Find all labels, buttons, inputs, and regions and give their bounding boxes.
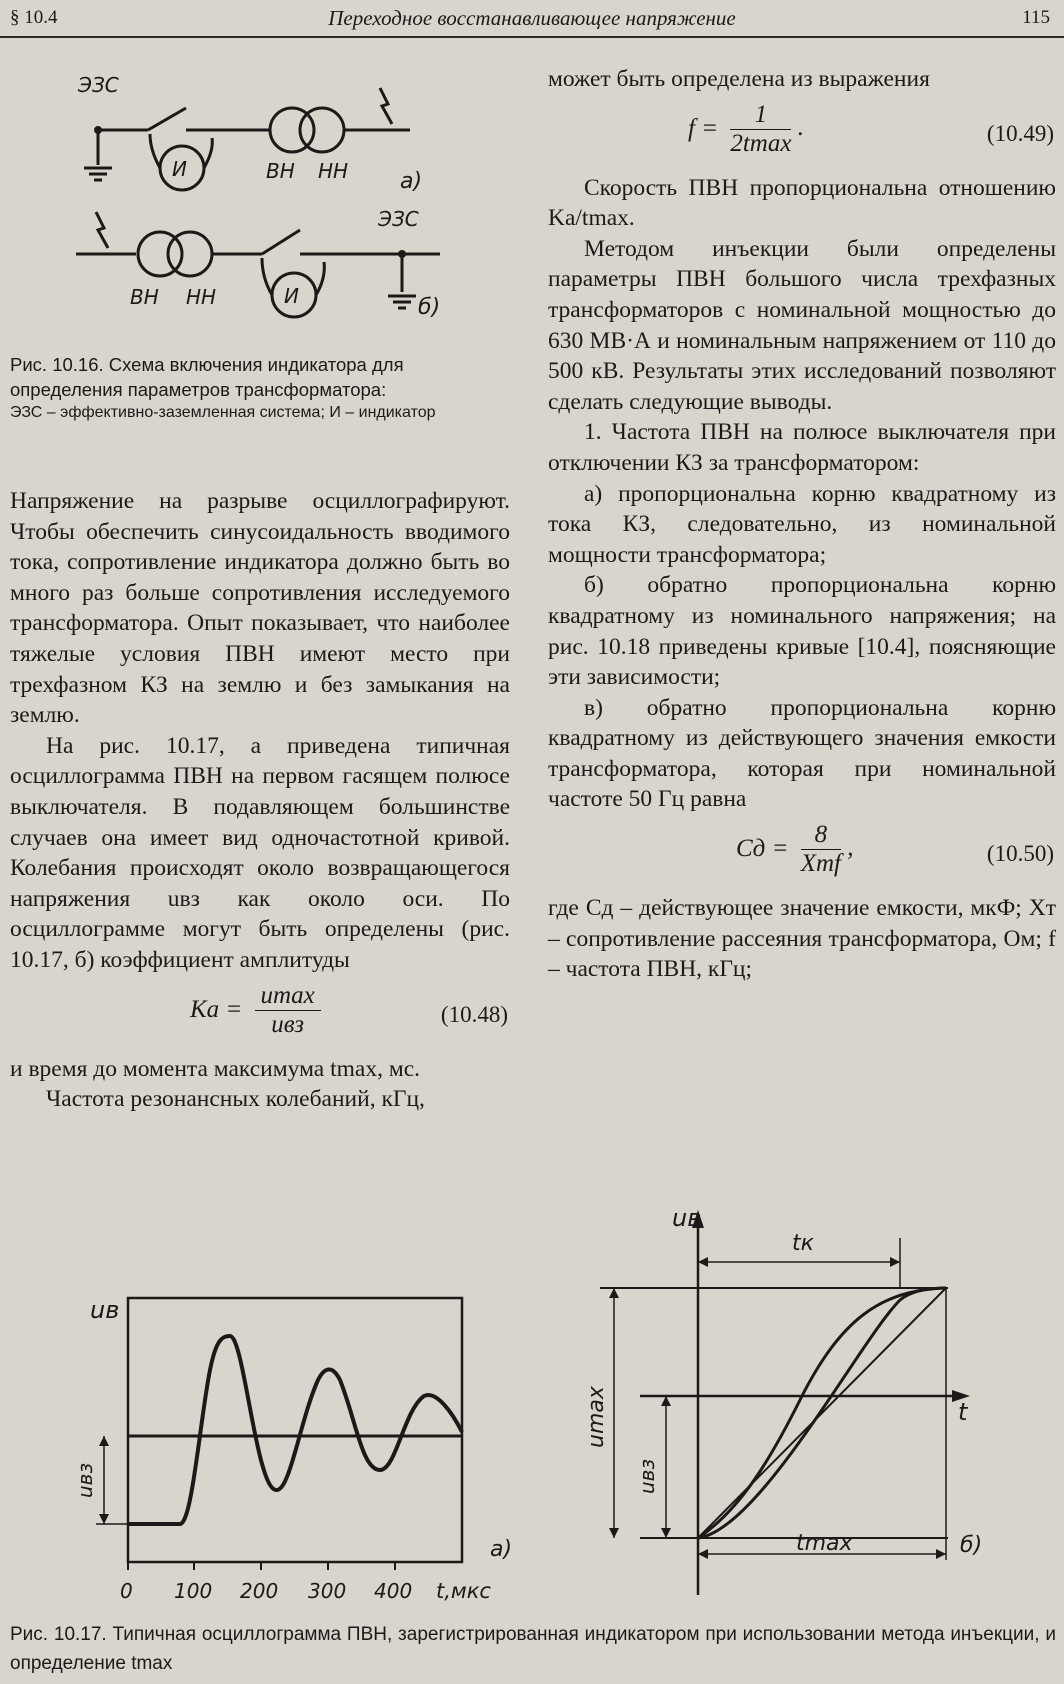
equation-10-50: [548, 821, 1056, 887]
eq50-lhs: Cд =: [736, 835, 789, 863]
figure-10-17b: [560, 1195, 1060, 1615]
caption-legend: ЭЗС – эффективно-заземленная система; И – индикатор: [10, 404, 436, 421]
ezs-label-a: ЭЗС: [78, 73, 119, 97]
fig17a-y-label: uв: [90, 1296, 120, 1324]
right-paragraph-2: Методом инъекции были определены параметры ПВН большого числа трехфазных трансформаторов с номинальной мощностью до 630 МВ·А и номинальным напряжением от 110 до 500 кВ. Результаты этих исследований позволяют сделать следующие выводы.: [548, 235, 1056, 415]
right-paragraph-3: 1. Частота ПВН на полюсе выключателя при отключении КЗ за трансформатором:: [548, 419, 1056, 476]
fig17b-y-label: uв: [672, 1204, 702, 1232]
equation-10-48: [10, 982, 510, 1048]
eq50-denominator: Xтf: [800, 850, 841, 878]
indicator-label-b: И: [284, 284, 299, 308]
fig17a-sub-label: а): [490, 1537, 513, 1562]
eq48-denominator: uвз: [271, 1010, 305, 1038]
eq48-numerator: umax: [255, 982, 321, 1011]
right-paragraph-5: б) обратно пропорциональна корню квадратному из номинального напряжения; на рис. 10.18 приведены кривые [10.4], поясняющие эти зависимости;: [548, 572, 1056, 691]
running-title: Переходное восстанавливающее напряжение: [328, 6, 736, 30]
nn-label-b: НН: [186, 285, 217, 309]
eq48-lhs: Kа =: [190, 995, 243, 1023]
eq49-lhs: f =: [688, 114, 719, 142]
figure-10-16: [0, 40, 520, 350]
nn-label-a: НН: [318, 159, 349, 183]
left-paragraph-3: и время до момента максимума tmax, мс.: [10, 1055, 420, 1082]
fig17b-tmax-label: tmax: [796, 1531, 853, 1556]
fig17b-tk-label: tк: [792, 1231, 814, 1256]
vn-label-a: ВН: [266, 159, 295, 183]
running-header: [0, 0, 1064, 38]
left-column: [10, 486, 510, 1115]
right-column: [548, 64, 1056, 985]
left-paragraph-2: На рис. 10.17, а приведена типичная осциллограмма ПВН на первом гасящем полюсе выключателя. В подавляющем большинстве случаев она имеет вид одночастотной кривой. Колебания происходят около возвращающегося напряжения uвз как около оси. По осциллограмме могут быть определены (рис. 10.17, б) коэффициент амплитуды: [10, 732, 510, 973]
right-paragraph-7: где Cд – действующее значение емкости, мкФ; Xт – сопротивление рассеяния трансформатора, Ом; f – частота ПВН, кГц;: [548, 895, 1056, 983]
equation-10-49: [548, 101, 1056, 167]
left-paragraph-1: Напряжение на разрыве осциллографируют. Чтобы обеспечить синусоидальность вводимого тока, сопротивление индикатора должно быть во много раз больше сопротивления исследуемого трансформатора. Опыт показывает, что наиболее тяжелые условия ПВН имеют место при трехфазном КЗ на землю и без замыкания на землю.: [10, 488, 510, 729]
subfig-a-label: а): [400, 169, 423, 194]
fig17a-tick-200: 200: [240, 1579, 279, 1603]
fig17b-x-label: t: [958, 1398, 968, 1426]
eq50-tail: ,: [847, 834, 854, 862]
fig17b-uvz-label: uвз: [635, 1458, 659, 1494]
fig17b-umax-label: umax: [584, 1386, 609, 1448]
figure-10-17-caption: Рис. 10.17. Типичная осциллограмма ПВН, зарегистрированная индикатором при использовании метода инъекции, и определение tmax: [10, 1624, 1056, 1674]
eq50-number: (10.50): [986, 841, 1054, 867]
caption-main: Рис. 10.16. Схема включения индикатора для определения параметров трансформатора:: [10, 354, 404, 400]
fig17b-sub-label: б): [960, 1533, 983, 1558]
eq50-numerator: 8: [801, 821, 841, 850]
vn-label-b: ВН: [130, 285, 159, 309]
right-paragraph-6: в) обратно пропорциональна корню квадратному из действующего значения емкости трансформатора, которая при номинальной частоте 50 Гц равна: [548, 694, 1056, 813]
ezs-label-b: ЭЗС: [378, 207, 419, 231]
fig17a-uvz-label: uвз: [73, 1462, 97, 1498]
fig17a-tick-0: 0: [120, 1579, 133, 1603]
left-paragraph-4: Частота резонансных колебаний, кГц,: [46, 1086, 425, 1113]
eq49-numerator: 1: [730, 101, 791, 130]
fig17a-x-unit: t,мкс: [436, 1579, 491, 1603]
right-paragraph-4: а) пропорциональна корню квадратному из тока КЗ, следовательно, из номинальной мощности трансформатора;: [548, 480, 1056, 568]
eq49-denominator: 2tmax: [730, 129, 792, 157]
figure-10-17a: [0, 1280, 540, 1610]
page-number: 115: [1022, 7, 1050, 28]
eq49-tail: .: [797, 113, 804, 141]
indicator-label-a: И: [172, 157, 187, 181]
subfig-b-label: б): [418, 295, 441, 320]
fig17a-tick-100: 100: [174, 1579, 213, 1603]
figure-10-16-caption: [10, 352, 510, 424]
right-paragraph-0: может быть определена из выражения: [548, 66, 930, 92]
eq49-number: (10.49): [986, 120, 1054, 146]
fig17a-tick-300: 300: [308, 1579, 347, 1603]
fig17a-tick-400: 400: [374, 1579, 413, 1603]
section-number: § 10.4: [10, 7, 58, 28]
eq48-number: (10.48): [440, 1001, 508, 1027]
right-paragraph-1: Скорость ПВН пропорциональна отношению Kа/tmax.: [548, 174, 1056, 232]
